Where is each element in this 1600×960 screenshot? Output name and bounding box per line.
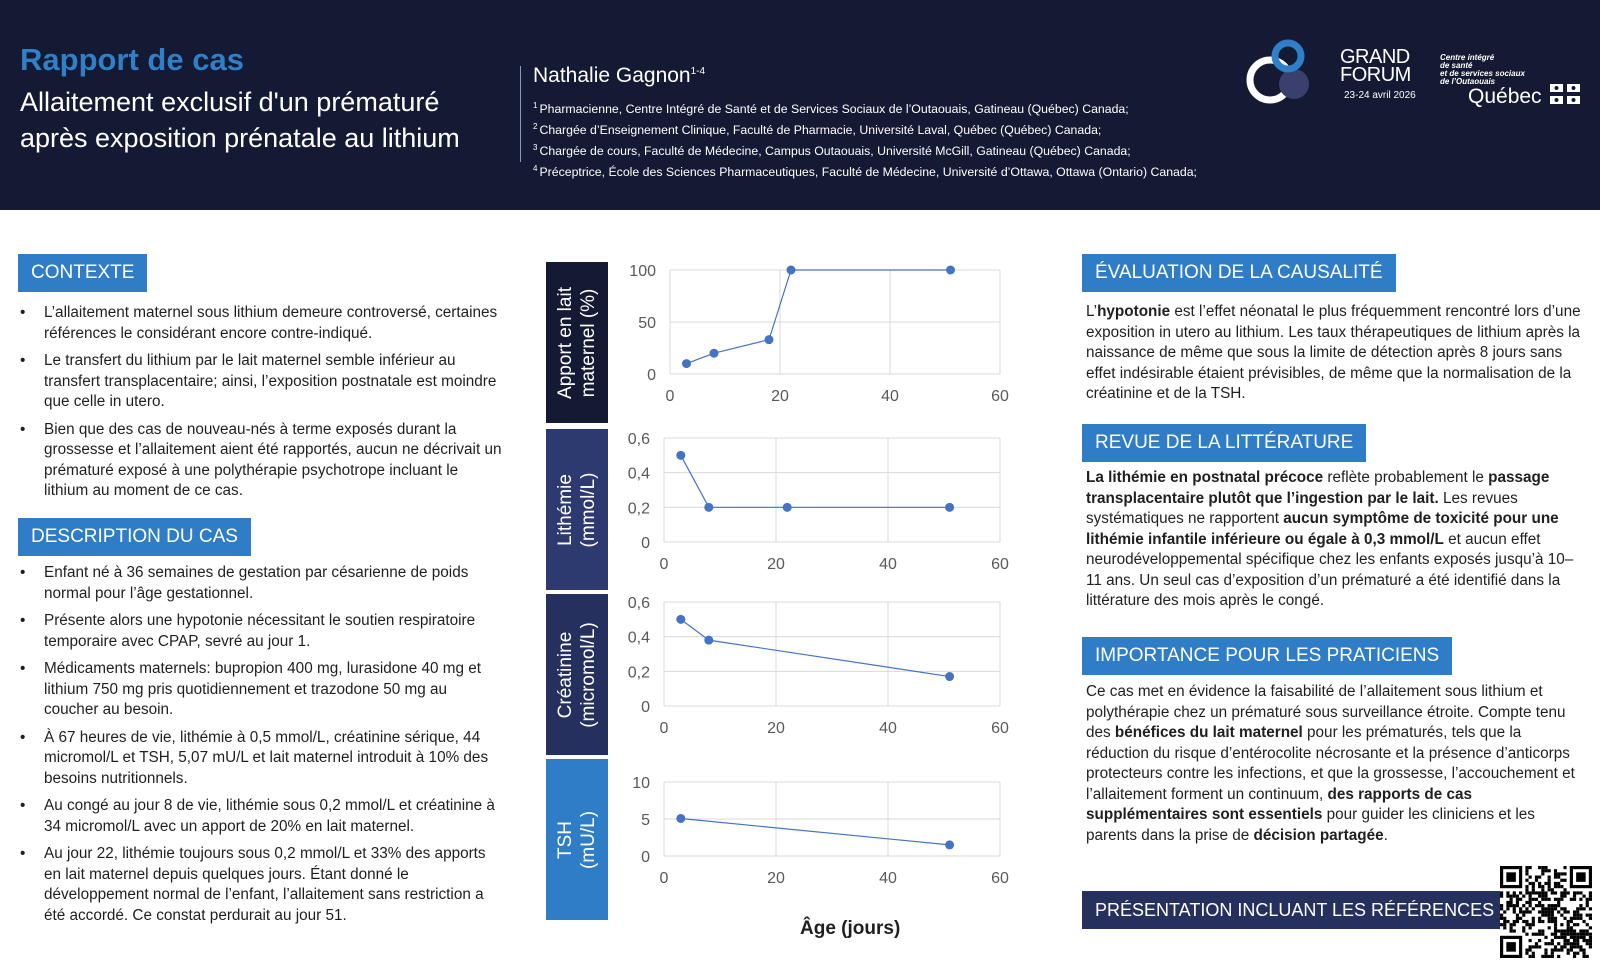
data-point [710,349,719,358]
section-revue: REVUE DE LA LITTÉRATURE [1082,424,1366,462]
x-tick-label: 20 [771,388,789,405]
header-divider [520,66,521,162]
presentation-references-button[interactable]: PRÉSENTATION INCLUANT LES RÉFÉRENCES [1082,891,1507,929]
quebec-flag-icon [1550,84,1580,104]
data-point [676,814,685,823]
affiliation: $^2$ Chargée d’Enseignement Clinique, Faculté de Pharmacie, Université Laval, Québec (Québec) Canada; [533,122,1102,138]
affiliations-list [533,97,1197,181]
data-point [787,266,796,275]
x-tick-label: 60 [991,388,1009,405]
qr-code-icon[interactable] [1500,866,1592,958]
ylabel-box-creatinine [546,594,608,755]
section-causalite: ÉVALUATION DE LA CAUSALITÉ [1082,254,1396,292]
data-point [946,266,955,275]
x-tick-label: 0 [659,870,669,887]
grand-forum-logo-icon [1244,36,1322,114]
quebec-wordmark: Québec [1468,85,1542,108]
series-line [681,619,950,676]
list-item: • Médicaments maternels: bupropion 400 mg, lurasidone 40 mg et lithium 750 mg pris quotidiennement et trazodone 50 mg au coucher au besoin. [20,659,504,721]
y-tick-label: 0 [641,849,650,866]
y-tick-label: 50 [638,315,656,332]
affiliation: $^3$ Chargée de cours, Faculté de Médecine, Campus Outaouais, Université McGill, Gatineau (Québec) Canada; [533,143,1131,159]
y-tick-label: 0,4 [627,629,650,647]
x-tick-label: 60 [991,720,1009,737]
x-tick-label: 40 [881,388,899,405]
affiliation: $^1$ Pharmacienne, Centre Intégré de Santé et de Services Sociaux de l’Outaouais, Gatineau (Québec) Canada; [533,101,1129,117]
list-item: • Enfant né à 36 semaines de gestation par césarienne de poids normal pour l’âge gestationnel. [20,563,504,604]
grand-forum-wordmark: GRAND FORUM [1340,46,1411,86]
ylabel-box-lithemie [546,429,608,590]
x-tick-label: 40 [879,720,897,737]
list-item: • L’allaitement maternel sous lithium demeure controversé, certaines références le considérant encore contre-indiqué. [20,303,504,344]
series-line [687,270,951,364]
series-line [681,818,950,844]
contexte-list [20,303,504,509]
ylabel-box-apport [546,262,608,423]
data-point [676,451,685,460]
list-item: • Présente alors une hypotonie nécessitant le soutien respiratoire temporaire avec CPAP, sevré au jour 1. [20,611,504,652]
x-axis-title: Âge (jours) [800,918,901,939]
y-tick-label: 0,2 [627,500,650,518]
y-tick-label: 0,4 [627,465,650,483]
y-tick-label: 10 [632,775,650,792]
affiliation: $^4$ Préceptrice, École des Sciences Pharmaceutiques, Faculté de Médecine, Université d’Ottawa, Ottawa (Ontario) Canada; [533,164,1197,180]
data-point [945,503,954,512]
ylabel-lithemie: Lithémie (mmol/L) [555,472,599,547]
ylabel-apport: Apport en lait maternel (%) [555,286,599,399]
poster-header [0,0,1600,210]
x-tick-label: 60 [991,556,1009,573]
data-point [682,359,691,368]
x-tick-label: 40 [879,556,897,573]
list-item: • À 67 heures de vie, lithémie à 0,5 mmol/L, créatinine sérique, 44 micromol/L et TSH, 5,07 mU/L et lait maternel introduit à 10% des besoins nutritionnels. [20,728,504,790]
section-importance: IMPORTANCE POUR LES PRATICIENS [1082,637,1452,675]
subtitle-line: Allaitement exclusif d'un prématuré [20,87,440,117]
section-contexte: CONTEXTE [18,254,147,292]
cisss-wordmark: Centre intégré de santé et de services sociaux de l’Outaouais [1440,53,1525,86]
list-item: • Au congé au jour 8 de vie, lithémie sous 0,2 mmol/L et créatinine à 34 micromol/L avec un apport de 20% en lait maternel. [20,796,504,837]
revue-text: La lithémie en postnatal précoce reflète probablement le passage transplacentaire plutôt que l’ingestion par le lait. Les revues systématiques ne rapportent aucun symptôme de toxicité pour une lithémie infantile inférieure ou égale à 0,3 mmol/L et aucun effet neurodéveloppemental spécifique chez les enfants exposés jusqu’à 10–11 ans. Un seul cas d’exposition d’un prématuré a été identifié dans la littérature des mois après le congé. [1086,469,1574,609]
y-tick-label: 5 [641,812,650,829]
lab-charts [612,252,1042,918]
y-tick-label: 100 [629,263,656,280]
y-tick-label: 0,6 [627,595,650,612]
data-point [945,672,954,681]
x-tick-label: 0 [665,388,675,405]
subtitle-line: après exposition prénatale au lithium [20,123,460,153]
y-tick-label: 0,2 [627,664,650,682]
ylabel-creatinine: Créatinine (micromol/L) [555,621,599,728]
list-item: • Bien que des cas de nouveau-nés à terme exposés durant la grossesse et l’allaitement aient été rapportés, aucun ne décrivait un prématuré exposé à une polythérapie psychotrope incluant le lithium au moment de ce cas. [20,420,504,502]
x-tick-label: 60 [991,870,1009,887]
x-tick-label: 40 [879,870,897,887]
series-line [681,455,950,507]
poster-subtitle [20,84,510,156]
importance-text: Ce cas met en évidence la faisabilité de l’allaitement sous lithium et polythérapie chez un prématuré sous surveillance étroite. Compte tenu des bénéfices du lait maternel pour les prématurés, tels que la réduction du risque d’entérocolite nécrosante et la présence d’anticorps protecteurs contre les infections, et que la grossesse, l’accouchement et l’allaitement forment un continuum, des rapports de cas supplémentaires sont essentiels pour guider les cliniciens et les parents dans la prise de décision partagée. [1086,683,1575,844]
data-point [676,615,685,624]
y-tick-label: 0 [641,535,650,552]
y-tick-label: 0,6 [627,431,650,448]
data-point [704,503,713,512]
list-item: • Le transfert du lithium par le lait maternel semble inférieur au transfert transplacentaire; ainsi, l’exposition postnatale est moindre que celle in utero. [20,351,504,413]
data-point [783,503,792,512]
x-tick-label: 20 [767,870,785,887]
data-point [704,636,713,645]
poster-title: Rapport de cas [20,42,244,77]
author-superscript: 1-4 [690,66,706,77]
description-list [20,563,504,933]
ylabel-tsh: TSH (mU/L) [555,810,599,869]
author-name: Nathalie Gagnon$^{1-4}$ [533,64,706,87]
x-tick-label: 0 [659,556,669,573]
ylabel-box-tsh [546,759,608,920]
causalite-text: L’hypotonie est l’effet néonatal le plus fréquemment rencontré lors d’une exposition in utero au lithium. Les taux thérapeutiques de lithium après la naissance de même que sous la limite de détection après 8 jours sans effet indésirable étaient prévisibles, de même que la normalisation de la créatinine et de la TSH. [1086,303,1581,402]
x-tick-label: 0 [659,720,669,737]
forum-date: 23-24 avril 2026 [1344,90,1416,101]
y-tick-label: 0 [647,367,656,384]
data-point [765,335,774,344]
x-tick-label: 20 [767,720,785,737]
x-tick-label: 20 [767,556,785,573]
data-point [945,840,954,849]
section-description: DESCRIPTION DU CAS [18,518,251,556]
y-tick-label: 0 [641,699,650,716]
list-item: • Au jour 22, lithémie toujours sous 0,2 mmol/L et 33% des apports en lait maternel depuis quelques jours. Étant donné le développement normal de l’enfant, l’allaitement sans restriction a été accordé. Ce constat perdurait au jour 51. [20,844,504,926]
